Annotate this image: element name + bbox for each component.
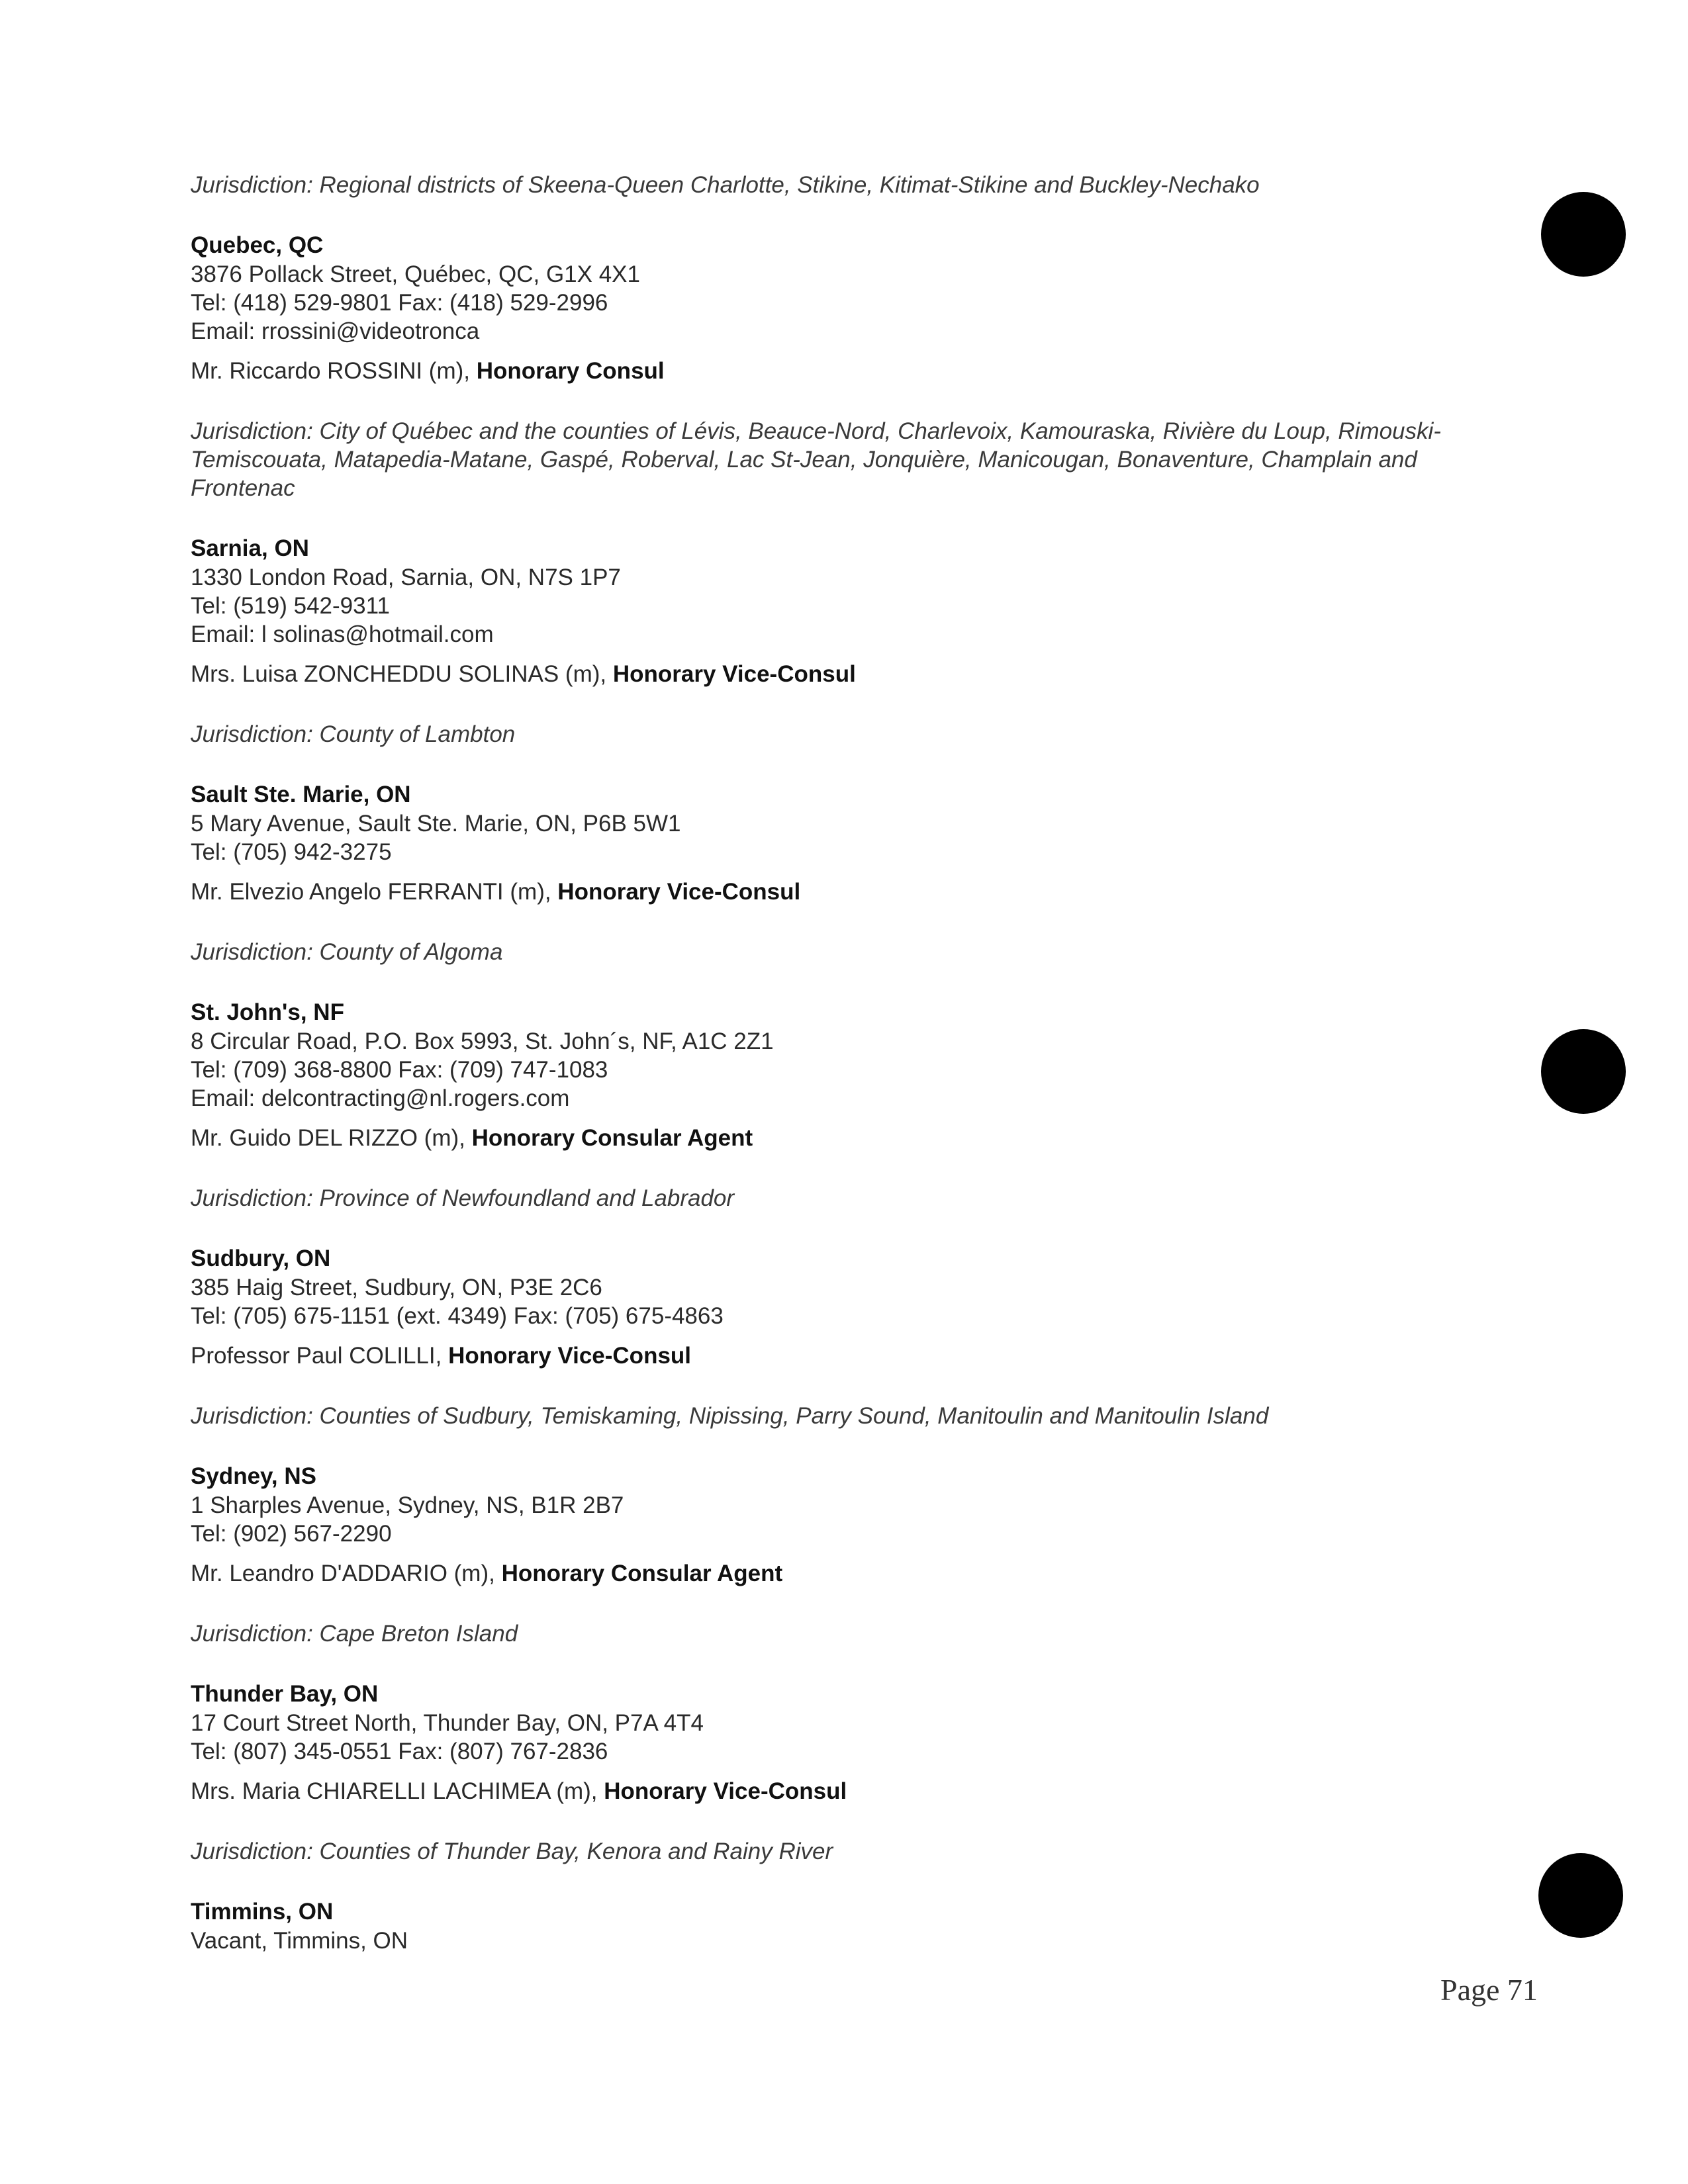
contact-line: Tel: (519) 542-9311 [191, 593, 390, 619]
contact-line: Email: delcontracting@nl.rogers.com [191, 1085, 570, 1111]
consul-person: Professor Paul COLILLI, [191, 1343, 449, 1369]
contact-line: Email: rrossini@videotronca [191, 318, 480, 344]
jurisdiction-text: Jurisdiction: Cape Breton Island [191, 1621, 518, 1647]
jurisdiction-text: Jurisdiction: County of Lambton [191, 721, 516, 747]
consul-title: Honorary Consular Agent [501, 1561, 783, 1586]
consul-title: Honorary Vice-Consul [612, 661, 856, 687]
consul-name [191, 1342, 1515, 1370]
city-heading: Sydney, NS [191, 1463, 316, 1489]
consulate-entry [191, 1462, 1515, 1648]
consulate-entry [191, 1680, 1515, 1866]
consul-name [191, 1777, 1515, 1805]
consul-name [191, 1559, 1515, 1588]
consulate-entry [191, 231, 1515, 502]
consul-person: Mrs. Luisa ZONCHEDDU SOLINAS (m), [191, 661, 613, 687]
contact-line: Tel: (418) 529-9801 Fax: (418) 529-2996 [191, 290, 608, 316]
consul-person: Mr. Elvezio Angelo FERRANTI (m), [191, 879, 558, 905]
contact-line: 1 Sharples Avenue, Sydney, NS, B1R 2B7 [191, 1492, 624, 1518]
consulate-list [191, 231, 1515, 1955]
jurisdiction-text: Jurisdiction: Counties of Thunder Bay, Kenora and Rainy River [191, 1839, 833, 1864]
consulate-entry [191, 998, 1515, 1212]
binder-hole-icon [1541, 1029, 1626, 1114]
jurisdiction-text: Jurisdiction: Province of Newfoundland and Labrador [191, 1185, 735, 1211]
consul-person: Mr. Guido DEL RIZZO (m), [191, 1125, 472, 1151]
contact-line: Email: l solinas@hotmail.com [191, 621, 494, 647]
contact-line: 17 Court Street North, Thunder Bay, ON, P7A 4T4 [191, 1710, 704, 1736]
consulate-entry [191, 1897, 1515, 1955]
contact-line: 1330 London Road, Sarnia, ON, N7S 1P7 [191, 565, 621, 590]
consul-name [191, 660, 1515, 688]
consul-title: Honorary Vice-Consul [604, 1778, 847, 1804]
binder-hole-icon [1541, 192, 1626, 277]
binder-hole-icon [1538, 1853, 1623, 1938]
consul-name [191, 357, 1515, 385]
contact-line: 3876 Pollack Street, Québec, QC, G1X 4X1 [191, 261, 640, 287]
consul-title: Honorary Consul [476, 358, 665, 384]
consul-title: Honorary Vice-Consul [557, 879, 801, 905]
consul-person: Mr. Riccardo ROSSINI (m), [191, 358, 477, 384]
contact-line: 5 Mary Avenue, Sault Ste. Marie, ON, P6B 5W1 [191, 811, 681, 837]
jurisdiction-text: Jurisdiction: Regional districts of Skeena-Queen Charlotte, Stikine, Kitimat-Stikine and Buckley-Nechako [191, 172, 1260, 198]
contact-line: 385 Haig Street, Sudbury, ON, P3E 2C6 [191, 1275, 602, 1300]
jurisdiction-text: Jurisdiction: County of Algoma [191, 939, 503, 965]
city-heading: Sarnia, ON [191, 535, 309, 561]
contact-line: Vacant, Timmins, ON [191, 1928, 408, 1954]
consul-name [191, 1124, 1515, 1152]
page-number: Page 71 [1440, 1973, 1538, 2007]
city-heading: St. John's, NF [191, 999, 344, 1025]
consulate-entry [191, 1244, 1515, 1430]
jurisdiction-text: Jurisdiction: Counties of Sudbury, Temiskaming, Nipissing, Parry Sound, Manitoulin and Manitoulin Island [191, 1403, 1269, 1429]
city-heading: Timmins, ON [191, 1899, 334, 1925]
consul-title: Honorary Consular Agent [471, 1125, 753, 1151]
consul-name [191, 878, 1515, 906]
consul-person: Mrs. Maria CHIARELLI LACHIMEA (m), [191, 1778, 604, 1804]
jurisdiction-text: Jurisdiction: City of Québec and the counties of Lévis, Beauce-Nord, Charlevoix, Kamouraska, Rivière du Loup, Rimouski-Temiscouata, Matapedia-Matane, Gaspé, Roberval, Lac St-Jean, Jonquière, Manicougan, Bonaventure, Champlain and Frontenac [191, 418, 1441, 501]
contact-line: Tel: (902) 567-2290 [191, 1521, 392, 1547]
contact-line: 8 Circular Road, P.O. Box 5993, St. John´s, NF, A1C 2Z1 [191, 1028, 774, 1054]
consul-person: Mr. Leandro D'ADDARIO (m), [191, 1561, 502, 1586]
consulate-entry [191, 534, 1515, 749]
contact-line: Tel: (705) 675-1151 (ext. 4349) Fax: (705) 675-4863 [191, 1303, 724, 1329]
consul-title: Honorary Vice-Consul [448, 1343, 692, 1369]
document-body [191, 171, 1515, 1987]
city-heading: Quebec, QC [191, 232, 324, 258]
city-heading: Sudbury, ON [191, 1246, 331, 1271]
contact-line: Tel: (709) 368-8800 Fax: (709) 747-1083 [191, 1057, 608, 1083]
contact-line: Tel: (705) 942-3275 [191, 839, 392, 865]
consulate-entry [191, 780, 1515, 966]
city-heading: Thunder Bay, ON [191, 1681, 379, 1707]
contact-line: Tel: (807) 345-0551 Fax: (807) 767-2836 [191, 1739, 608, 1764]
city-heading: Sault Ste. Marie, ON [191, 782, 411, 807]
